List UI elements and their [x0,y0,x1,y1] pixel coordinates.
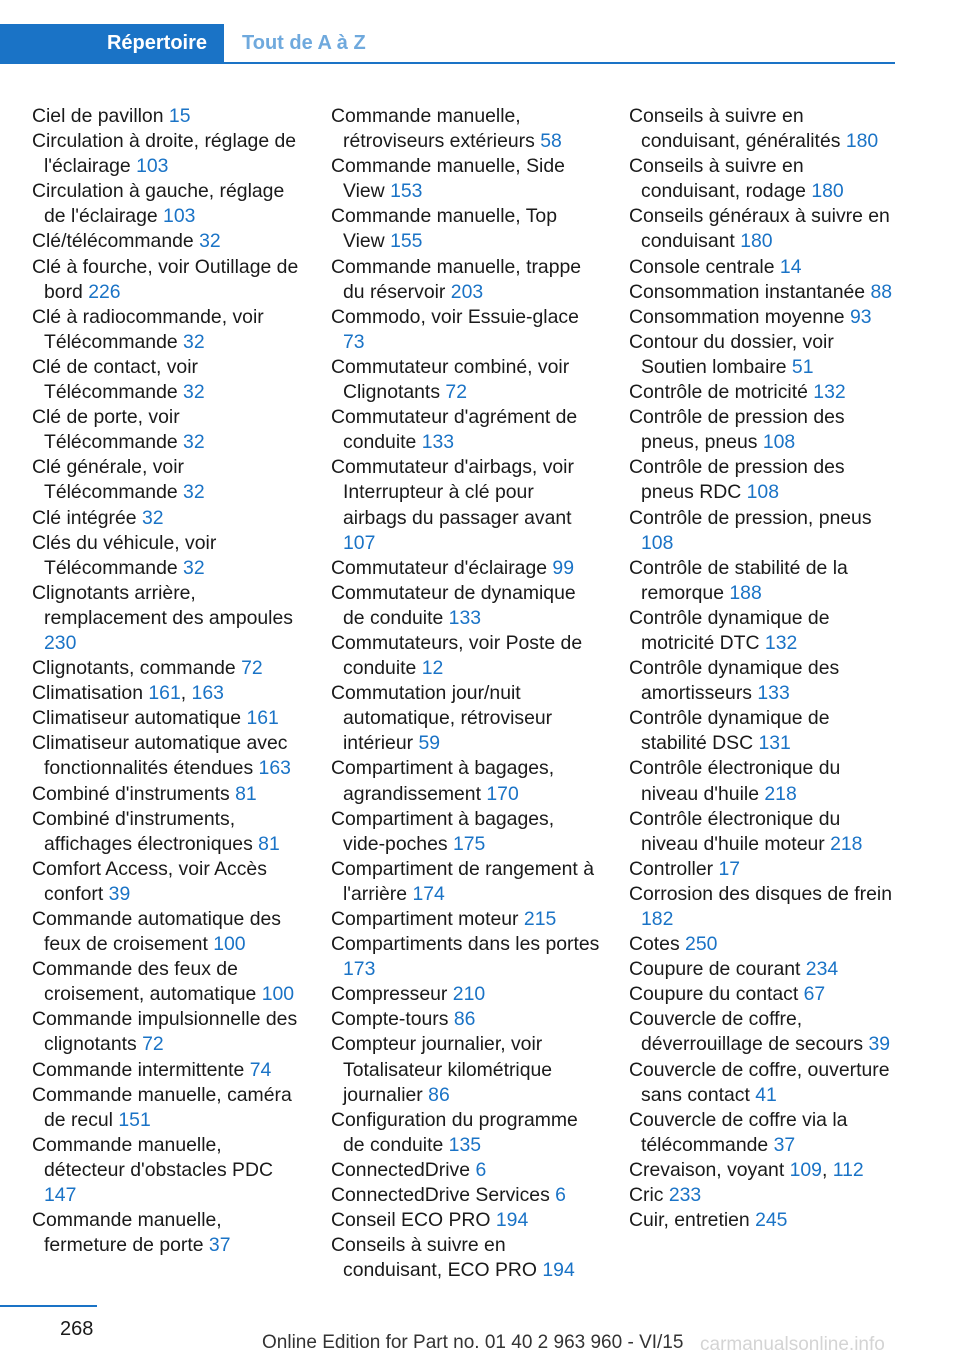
index-entry-text: Compteur journalier, voir Totalisateur kilométrique journalier [331,1033,553,1106]
index-entry-text: Contrôle dynamique des amortisseurs [629,657,840,705]
page-reference-link[interactable]: 108 [762,431,796,454]
index-entry-text: Corrosion des disques de frein [629,882,892,905]
page-reference-link[interactable]: 180 [740,230,773,253]
page-reference-link[interactable]: 109 [789,1158,822,1181]
index-entry-text: Configuration du programme de conduite [331,1108,578,1156]
index-entry-text: Combiné d'instruments, affichages électroniques [32,807,253,855]
index-entry [331,556,601,581]
index-entry [629,606,899,656]
index-entry-text: Commutateur d'agrément de conduite [331,406,578,454]
index-entry-text: Ciel de pavillon [32,105,164,127]
page-reference-link[interactable]: 218 [764,782,797,805]
page-reference-link[interactable]: 67 [803,983,826,1006]
index-entry-text: Contrôle dynamique de stabilité DSC [629,707,830,755]
index-entry-text: ConnectedDrive Services [331,1184,550,1207]
page-reference-link[interactable]: 233 [668,1184,702,1207]
footer-rule [0,1305,97,1307]
page-reference-link[interactable]: 135 [448,1133,482,1156]
index-entry-text: Contour du dossier, voir Soutien lombaire [629,330,834,378]
page-reference-link[interactable]: 32 [141,506,164,529]
index-entry [331,1108,601,1158]
index-entry [331,355,601,405]
index-entry-text: Clés du véhicule, voir Télécommande [32,531,217,579]
index-entry: Climatisation 161, 163 [32,682,224,705]
page-reference-link[interactable]: 73 [343,330,365,353]
page-reference-link[interactable]: 131 [758,732,791,755]
index-entry-text: Consommation moyenne [629,305,845,328]
index-entry [331,807,601,857]
index-entry-text: Contrôle de pression, pneus [629,506,872,529]
index-entry-text: Commodo, voir Essuie-glace [331,305,579,328]
index-entry [629,154,899,204]
index-entry [32,857,302,907]
index-entry-text: Consommation instantanée [629,280,866,303]
page-reference-link[interactable]: 14 [779,255,802,278]
index-entry [331,305,601,355]
index-entry [629,305,899,330]
page-reference-link[interactable]: 100 [261,983,295,1006]
tab-tout-de-a-a-z[interactable]: Tout de A à Z [242,31,366,54]
index-entry-text: Conseils à suivre en conduisant, rodage [629,155,806,203]
index-entry-text: Clé à radiocommande, voir Télécommande [32,305,264,353]
index-entry-text: Cuir, entretien [629,1209,750,1232]
index-entry-text: Commande manuelle, fermeture de porte [32,1209,222,1257]
index-entry-text: Commande manuelle, Top View [331,205,557,253]
index-entry-text: Clé générale, voir Télécommande [32,456,184,504]
index-entry-text: Console centrale [629,255,775,278]
index-entry [629,455,899,505]
index-entry-text: Commutateur d'éclairage [331,556,548,579]
index-entry [32,506,302,531]
page-reference-link[interactable]: 218 [830,832,863,855]
index-entry [629,280,899,305]
index-entry-text: Coupure du contact [629,983,799,1006]
page-reference-link[interactable]: 86 [428,1083,450,1106]
page-reference-link[interactable]: 132 [764,631,798,654]
page-reference-link[interactable]: 161 [246,707,279,730]
index-entry-text: Clé de porte, voir Télécommande [32,406,180,454]
page-reference-link[interactable]: 132 [813,381,846,404]
index-entry-text: Contrôle de pression des pneus RDC [629,456,845,504]
index-entry [331,154,601,204]
index-entry-text: Commutateur combiné, voir Clignotants [331,355,570,404]
page-reference-link[interactable]: 234 [805,958,839,981]
page-reference-link[interactable]: 37 [773,1133,796,1156]
index-entry [32,129,302,179]
index-entry [331,104,601,154]
index-entry-text: Commutateur de dynamique de conduite [331,581,576,629]
index-entry-text: Couvercle de coffre, ouverture sans contact [629,1058,890,1106]
index-entry-text: Clé intégrée [32,506,137,529]
index-entry [629,405,899,455]
page-reference-link[interactable]: 39 [868,1033,891,1056]
page-reference-link[interactable]: 163 [258,757,291,780]
page-reference-link[interactable]: 32 [183,431,205,454]
index-entry [32,1007,302,1057]
page-reference-link[interactable]: 72 [445,381,467,404]
page-reference-link[interactable]: 32 [183,556,205,579]
page-reference-link[interactable]: 32 [199,230,221,253]
index-entry [32,305,302,355]
index-entry [629,957,899,982]
page-reference-link[interactable]: 188 [729,581,762,604]
index-entry [32,907,302,957]
page-number: 268 [60,1318,94,1340]
page-reference-link[interactable]: 39 [108,882,131,905]
page-reference-link[interactable]: 133 [448,606,482,629]
index-entry-text: Commutation jour/nuit automatique, rétroviseur intérieur [331,682,553,755]
index-entry [629,330,899,380]
index-entry [629,756,899,806]
page-reference-link[interactable]: 81 [258,832,280,855]
index-entry [32,1208,302,1258]
index-entry [629,255,899,280]
index-entry-text: Conseils à suivre en conduisant, généralités [629,105,841,153]
index-entry [32,531,302,581]
index-entry-text: Compartiment à bagages, vide-poches [331,807,555,855]
index-entry-text: Compartiments dans les portes [331,933,600,956]
page-reference-link[interactable]: 6 [555,1184,566,1207]
index-entry [32,782,302,807]
index-entry [629,882,899,932]
page-reference-link[interactable]: 203 [450,280,484,303]
index-entry [331,1007,601,1032]
index-entry-text: Compartiment de rangement à l'arrière [331,857,594,905]
index-entry-text: Commande automatique des feux de croisement [32,908,281,956]
index-entry-text: Commutateur d'airbags, voir Interrupteur à clé pour airbags du passager avant [331,456,574,529]
index-entry-text: Crevaison, voyant [629,1158,785,1181]
index-entry [629,1108,899,1158]
page-reference-link[interactable]: 103 [163,205,196,228]
index-entry-text: Commande impulsionnelle des clignotants [32,1008,298,1056]
index-entry: Crevaison, voyant 109, 112 [629,1158,864,1181]
index-entry [331,907,601,932]
index-entry-text: Clignotants, commande [32,657,236,680]
page-reference-link[interactable]: 103 [136,155,169,178]
index-entry-text: Commande manuelle, caméra de recul [32,1083,292,1131]
index-entry [629,982,899,1007]
index-entry [32,706,302,731]
index-entry [629,1183,899,1208]
index-entry-text: Contrôle dynamique de motricité DTC [629,606,830,654]
index-entry-text: Compartiment à bagages, agrandissement [331,757,555,805]
index-entry [32,229,302,254]
index-entry [629,104,899,154]
index-entry-text: Cric [629,1184,664,1207]
index-entry [32,1133,302,1208]
page-reference-link[interactable]: 72 [142,1033,164,1056]
index-entry-text: Climatiseur automatique [32,707,242,730]
page-reference-link[interactable]: 133 [421,431,455,454]
index-entry-text: Coupure de courant [629,958,801,981]
index-entry [331,581,601,631]
page-reference-link[interactable]: 215 [523,908,557,930]
page-reference-link[interactable]: 108 [641,531,674,554]
index-entry-text: Contrôle électronique du niveau d'huile moteur [629,807,841,855]
index-entry [32,255,302,305]
index-entry-text: Contrôle de stabilité de la remorque [629,556,848,604]
index-entry [32,1058,302,1083]
index-entry [331,1208,601,1233]
page-reference-link[interactable]: 107 [343,531,376,554]
watermark-text: carmanualsonline.info [700,1334,885,1355]
page-reference-link[interactable]: 6 [475,1158,487,1181]
index-entry [331,857,601,907]
index-entry [331,1183,601,1208]
page-reference-link[interactable]: 112 [832,1158,864,1181]
index-entry [629,1007,899,1057]
index-entry-text: Commande des feux de croisement, automatique [32,958,257,1006]
index-entry-text: Clé à fourche, voir Outillage de bord [32,255,299,303]
index-entry [331,982,601,1007]
index-entry [331,631,601,681]
index-entry-text: Compte-tours [331,1008,449,1031]
index-entry [32,355,302,405]
page-reference-link[interactable]: 32 [183,381,205,404]
index-entry-text: Clé/télécommande [32,230,194,253]
page-reference-link[interactable]: 12 [421,657,444,680]
page-reference-link[interactable]: 210 [452,983,486,1006]
index-entry [32,104,302,129]
index-entry [629,1058,899,1108]
page-reference-link[interactable]: 175 [452,832,486,855]
index-entry [629,380,899,405]
index-entry-text: Climatiseur automatique avec fonctionnalités étendues [32,732,288,780]
page-reference-link[interactable]: 99 [552,556,574,579]
index-entry-text: Couvercle de coffre via la télécommande [629,1108,848,1156]
index-entry [331,405,601,455]
index-entry [32,455,302,505]
index-entry [629,204,899,254]
index-entry-text: Contrôle de pression des pneus, pneus [629,406,845,454]
index-entry-text: Conseils généraux à suivre en conduisant [629,205,890,253]
index-entry-text: Conseils à suivre en conduisant, ECO PRO [331,1234,537,1282]
page-reference-link[interactable]: 86 [453,1008,476,1031]
header-tabs [0,24,895,64]
index-entry [331,1233,601,1283]
index-entry [32,1083,302,1133]
page-reference-link[interactable]: 81 [235,782,257,805]
index-entry [331,932,601,982]
index-entry-text: Comfort Access, voir Accès confort [32,857,267,905]
index-entry-text: Combiné d'instruments [32,782,230,805]
index-entry-text: Commande intermittente [32,1058,245,1081]
index-entry [629,556,899,606]
index-entry-text: Climatisation [32,682,143,705]
index-entry [629,932,899,957]
index-entry-text: Circulation à gauche, réglage de l'éclairage [32,180,285,228]
index-entry [331,1158,601,1183]
page-reference-link[interactable]: 100 [213,933,246,956]
index-entry [32,731,302,781]
page-reference-link[interactable]: 230 [44,631,77,654]
page-reference-link[interactable]: 194 [495,1209,529,1232]
page-reference-link[interactable]: 155 [390,230,423,253]
index-entry [629,807,899,857]
index-entry-text: Couvercle de coffre, déverrouillage de secours [629,1008,864,1056]
index-entry [32,807,302,857]
page-reference-link[interactable]: 153 [390,180,423,203]
index-entry-text: Commutateurs, voir Poste de conduite [331,631,583,680]
page-reference-link[interactable]: 58 [540,130,562,153]
index-entry [629,656,899,706]
tab-repertoire[interactable]: Répertoire [0,24,224,62]
index-entry [629,506,899,556]
index-entry [331,204,601,254]
index-entry [629,1208,899,1233]
index-entry-text: Commande manuelle, détecteur d'obstacles PDC [32,1133,273,1181]
page-reference-link[interactable]: 15 [168,105,191,127]
index-entry [331,756,601,806]
page-reference-link[interactable]: 174 [412,882,445,905]
index-entry [32,179,302,229]
page-reference-link[interactable]: 161 [148,682,181,705]
index-entry-text: ConnectedDrive [331,1158,471,1181]
index-entry-text: Clignotants arrière, remplacement des ampoules [32,581,293,629]
index-column-2 [331,104,601,1283]
page-reference-link[interactable]: 133 [757,682,790,705]
page-reference-link[interactable]: 51 [791,355,814,378]
page-reference-link[interactable]: 32 [183,481,205,504]
page-reference-link[interactable]: 226 [88,280,121,303]
edition-note: Online Edition for Part no. 01 40 2 963 960 - VI/15 [262,1332,684,1353]
page-reference-link[interactable]: 245 [755,1209,788,1232]
index-entry-text: Circulation à droite, réglage de l'éclairage [32,130,297,178]
index-entry [32,957,302,1007]
page-reference-link[interactable]: 151 [118,1108,151,1131]
page-reference-link[interactable]: 147 [44,1184,77,1207]
index-entry-text: Controller [629,857,714,880]
page-reference-link[interactable]: 93 [849,305,872,328]
index-entry-text: Conseil ECO PRO [331,1209,491,1232]
page-reference-link[interactable]: 180 [845,130,879,153]
index-column-3 [629,104,899,1233]
index-entry-text: Compartiment moteur [331,908,519,930]
index-entry-text: Cotes [629,933,680,956]
index-entry [629,706,899,756]
index-entry [32,656,302,681]
page-reference-link[interactable]: 72 [241,657,263,680]
index-entry-text: Contrôle de motricité [629,381,808,404]
page-reference-link[interactable]: 180 [811,180,844,203]
page-reference-link[interactable]: 32 [183,330,205,353]
index-column-1 [32,104,302,1258]
index-entry-text: Clé de contact, voir Télécommande [32,355,198,404]
index-entry-text: Commande manuelle, trappe du réservoir [331,255,582,303]
page-reference-link[interactable]: 17 [718,857,741,880]
page-reference-link[interactable]: 37 [208,1234,231,1257]
index-entry-text: Contrôle électronique du niveau d'huile [629,757,841,805]
page-reference-link[interactable]: 182 [641,908,674,930]
page-reference-link[interactable]: 74 [249,1058,272,1081]
page-reference-link[interactable]: 163 [191,682,224,705]
index-entry-text: Commande manuelle, Side View [331,155,565,203]
page-reference-link[interactable]: 108 [746,481,779,504]
index-entry-text: Commande manuelle, rétroviseurs extérieurs [331,105,535,153]
page-reference-link[interactable]: 194 [542,1259,575,1282]
page-reference-link[interactable]: 88 [870,280,893,303]
index-entry-text: Compresseur [331,983,448,1006]
index-entry [331,255,601,305]
page-reference-link[interactable]: 59 [418,732,441,755]
page-reference-link[interactable]: 173 [343,958,376,981]
index-entry [32,405,302,455]
page-reference-link[interactable]: 170 [486,782,519,805]
index-entry [32,581,302,656]
page-reference-link[interactable]: 250 [685,933,718,956]
index-entry [629,857,899,882]
index-entry [331,455,601,555]
index-entry [331,1032,601,1107]
page-reference-link[interactable]: 41 [755,1083,777,1106]
index-entry [331,681,601,756]
